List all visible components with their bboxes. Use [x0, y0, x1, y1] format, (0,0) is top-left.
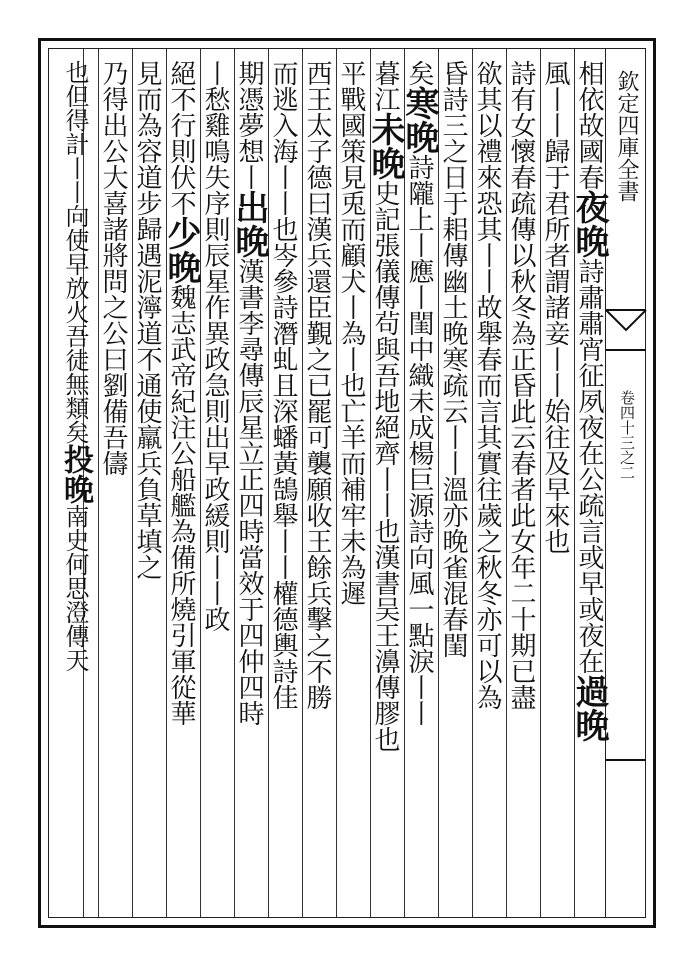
column-text: 乃得出公大喜諸將問之公曰劉備吾儔	[98, 60, 128, 476]
column-text: 見而為	[132, 60, 162, 138]
column-text: 平	[336, 60, 366, 86]
column-text: 絕不行則伏不	[166, 60, 196, 216]
text-column	[538, 60, 572, 910]
text-column	[198, 60, 232, 910]
margin-volume-label: 卷四十三之二	[618, 390, 636, 480]
column-text: 詩有女懷春疏傳以秋冬為正昏此云春者此女年二十期已盡	[506, 60, 536, 710]
column-annotation: 史記張儀傳茍與吾地絕齊丨丨也漢書吴王濞傳膠也	[370, 180, 400, 752]
column-text: 昏	[438, 60, 468, 86]
column-annotation: 詩肅肅宵征夙夜在公疏言或早或夜在	[574, 258, 604, 674]
text-column	[300, 60, 334, 910]
column-annotation: 南史何思澄傳天	[61, 504, 89, 672]
text-column	[334, 60, 368, 910]
column-annotation: 魏志武帝紀注公船艦為備所燒引軍從華	[166, 284, 196, 726]
text-column	[130, 60, 164, 910]
headword: 寒晚	[399, 86, 439, 154]
text-column	[436, 60, 470, 910]
text-column	[96, 60, 130, 910]
text-column	[504, 60, 538, 910]
headword: 夜晚	[569, 190, 609, 258]
column-annotation: 容道步歸遇泥濘道不通使羸兵負草填之	[132, 138, 162, 580]
text-column	[399, 60, 439, 910]
column-text: 也但得計丨丨向使早放火吾徒無類矣	[61, 60, 89, 444]
headword: 出晚	[229, 190, 269, 258]
margin-book-title: 欽定四庫全書	[614, 70, 639, 202]
text-column	[365, 60, 405, 910]
lower-fishtail-mark-icon	[606, 740, 646, 780]
column-annotation: 漢書李尋傳辰星立正四時當效于四仲四時	[234, 258, 264, 726]
column-text: 相依故國春	[574, 60, 604, 190]
column-text: 而逃入海丨丨也岑參詩潛虬且深蟠黃鵠舉丨丨權德輿詩佳	[268, 60, 298, 710]
column-text: 欲其以禮來恐其丨丨故舉春而言其實往歲之秋冬亦可以為	[472, 60, 502, 710]
text-column	[161, 60, 201, 910]
text-column	[470, 60, 504, 910]
column-text: 風丨丨歸	[540, 60, 570, 164]
text-column	[266, 60, 300, 910]
headword: 過晚	[569, 674, 609, 742]
headword: 少晚	[161, 216, 201, 284]
column-text: 暮江	[370, 60, 400, 112]
headword: 未晚	[365, 112, 405, 180]
column-annotation: 詩隴上丨應丨閨中織未成楊巨源詩向風一點淚丨丨	[404, 154, 434, 726]
column-annotation: 詩三之日于耜傳幽土晚寒疏云丨丨溫亦晚雀混春閨	[438, 86, 468, 658]
headword: 投晚	[58, 444, 93, 504]
text-column	[569, 60, 609, 910]
column-annotation: 戰國策見兎而顧犬丨為丨也亡羊而補牢未為遲	[336, 86, 366, 606]
column-annotation	[61, 600, 89, 768]
column-text: 期憑夢想丨	[234, 60, 264, 190]
text-column	[229, 60, 269, 910]
fishtail-mark-icon	[606, 300, 646, 360]
column-annotation: 于君所者謂諸妾丨丨始往及早來也	[540, 164, 570, 554]
column-text: 矣	[404, 60, 434, 86]
column-annotation: 失序則辰星作異政急則出早政緩則丨丨政	[200, 164, 230, 632]
column-text: 丨愁雞鳴	[200, 60, 230, 164]
column-text: 西王太子德曰漢兵還臣覲之已罷可襲願收王餘兵擊之不勝	[302, 60, 332, 710]
